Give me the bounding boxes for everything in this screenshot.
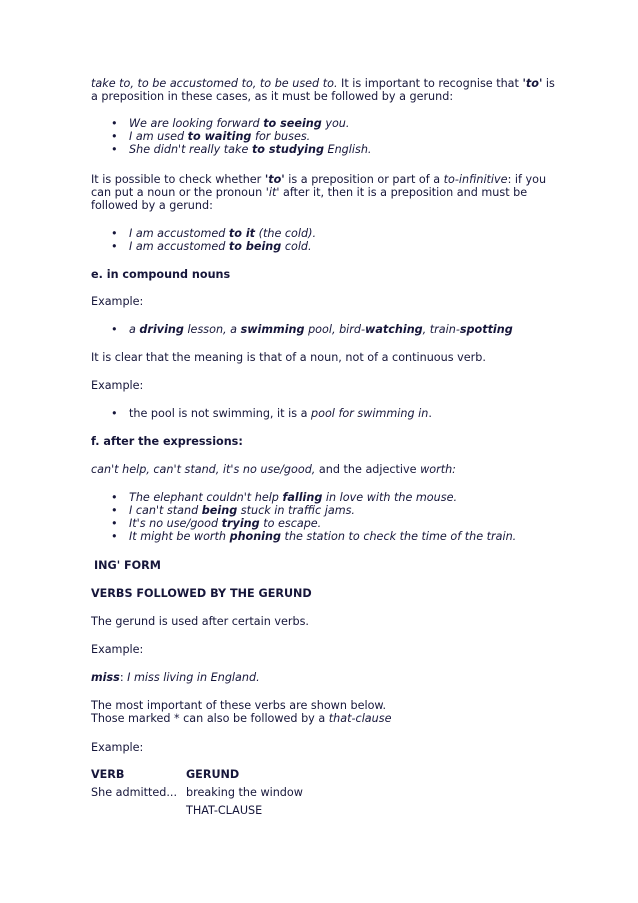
intro-paragraph: take to, to be accustomed to, to be used to. It is important to recognise that 'to' is a preposition in these cases, as it must be followed by a gerund:	[91, 77, 555, 103]
example-label: Example:	[91, 741, 144, 754]
compound-noun-list	[91, 323, 561, 336]
list-item: • We are looking forward to seeing you.	[91, 117, 561, 130]
expressions-list	[91, 491, 561, 543]
example-label: Example:	[91, 379, 144, 392]
verb-column-header: VERB	[91, 768, 125, 781]
list-item: • a driving lesson, a swimming pool, bird-watching, train-spotting	[91, 323, 561, 336]
table-cell: She admitted...	[91, 786, 178, 799]
example-label: Example:	[91, 295, 144, 308]
list-item: • It might be worth phoning the station to check the time of the train.	[91, 530, 561, 543]
list-item: • She didn't really take to studying English.	[91, 143, 561, 156]
example-label: Example:	[91, 643, 144, 656]
verb-gerund-table	[91, 768, 561, 817]
list-item: • The elephant couldn't help falling in love with the mouse.	[91, 491, 561, 504]
miss-example: miss: I miss living in England.	[91, 671, 260, 684]
list-item: • I am used to waiting for buses.	[91, 130, 561, 143]
pool-list	[91, 407, 561, 420]
example-list-1	[91, 117, 561, 156]
most-important-text: The most important of these verbs are shown below. Those marked * can also be followed by a that-clause	[91, 699, 392, 725]
list-item: • It's no use/good trying to escape.	[91, 517, 561, 530]
gerund-used-text: The gerund is used after certain verbs.	[91, 615, 309, 628]
check-paragraph: It is possible to check whether 'to' is a preposition or part of a to-infinitive: if you can put a noun or the pronoun 'it' after it, then it is a preposition and must be followed by a gerund:	[91, 173, 547, 212]
expressions-line: can't help, can't stand, it's no use/good, and the adjective worth:	[91, 463, 456, 476]
section-f-heading: f. after the expressions:	[91, 435, 243, 448]
verbs-gerund-heading: VERBS FOLLOWED BY THE GERUND	[91, 587, 312, 600]
table-row	[91, 786, 561, 804]
list-item: • I am accustomed to being cold.	[91, 240, 561, 253]
example-list-2	[91, 227, 561, 253]
table-header-row	[91, 768, 561, 786]
table-cell: breaking the window	[186, 786, 303, 799]
clear-meaning-text: It is clear that the meaning is that of a noun, not of a continuous verb.	[91, 351, 486, 364]
section-e-heading: e. in compound nouns	[91, 268, 231, 281]
ing-form-heading: ING' FORM	[94, 559, 161, 572]
intro-phrases: take to, to be accustomed to, to be used to.	[91, 77, 338, 90]
table-row	[91, 804, 561, 817]
list-item: • the pool is not swimming, it is a pool for swimming in.	[91, 407, 561, 420]
gerund-column-header: GERUND	[186, 768, 240, 781]
table-cell	[91, 804, 186, 817]
list-item: • I can't stand being stuck in traffic jams.	[91, 504, 561, 517]
list-item: • I am accustomed to it (the cold).	[91, 227, 561, 240]
table-cell: THAT-CLAUSE	[186, 804, 263, 817]
